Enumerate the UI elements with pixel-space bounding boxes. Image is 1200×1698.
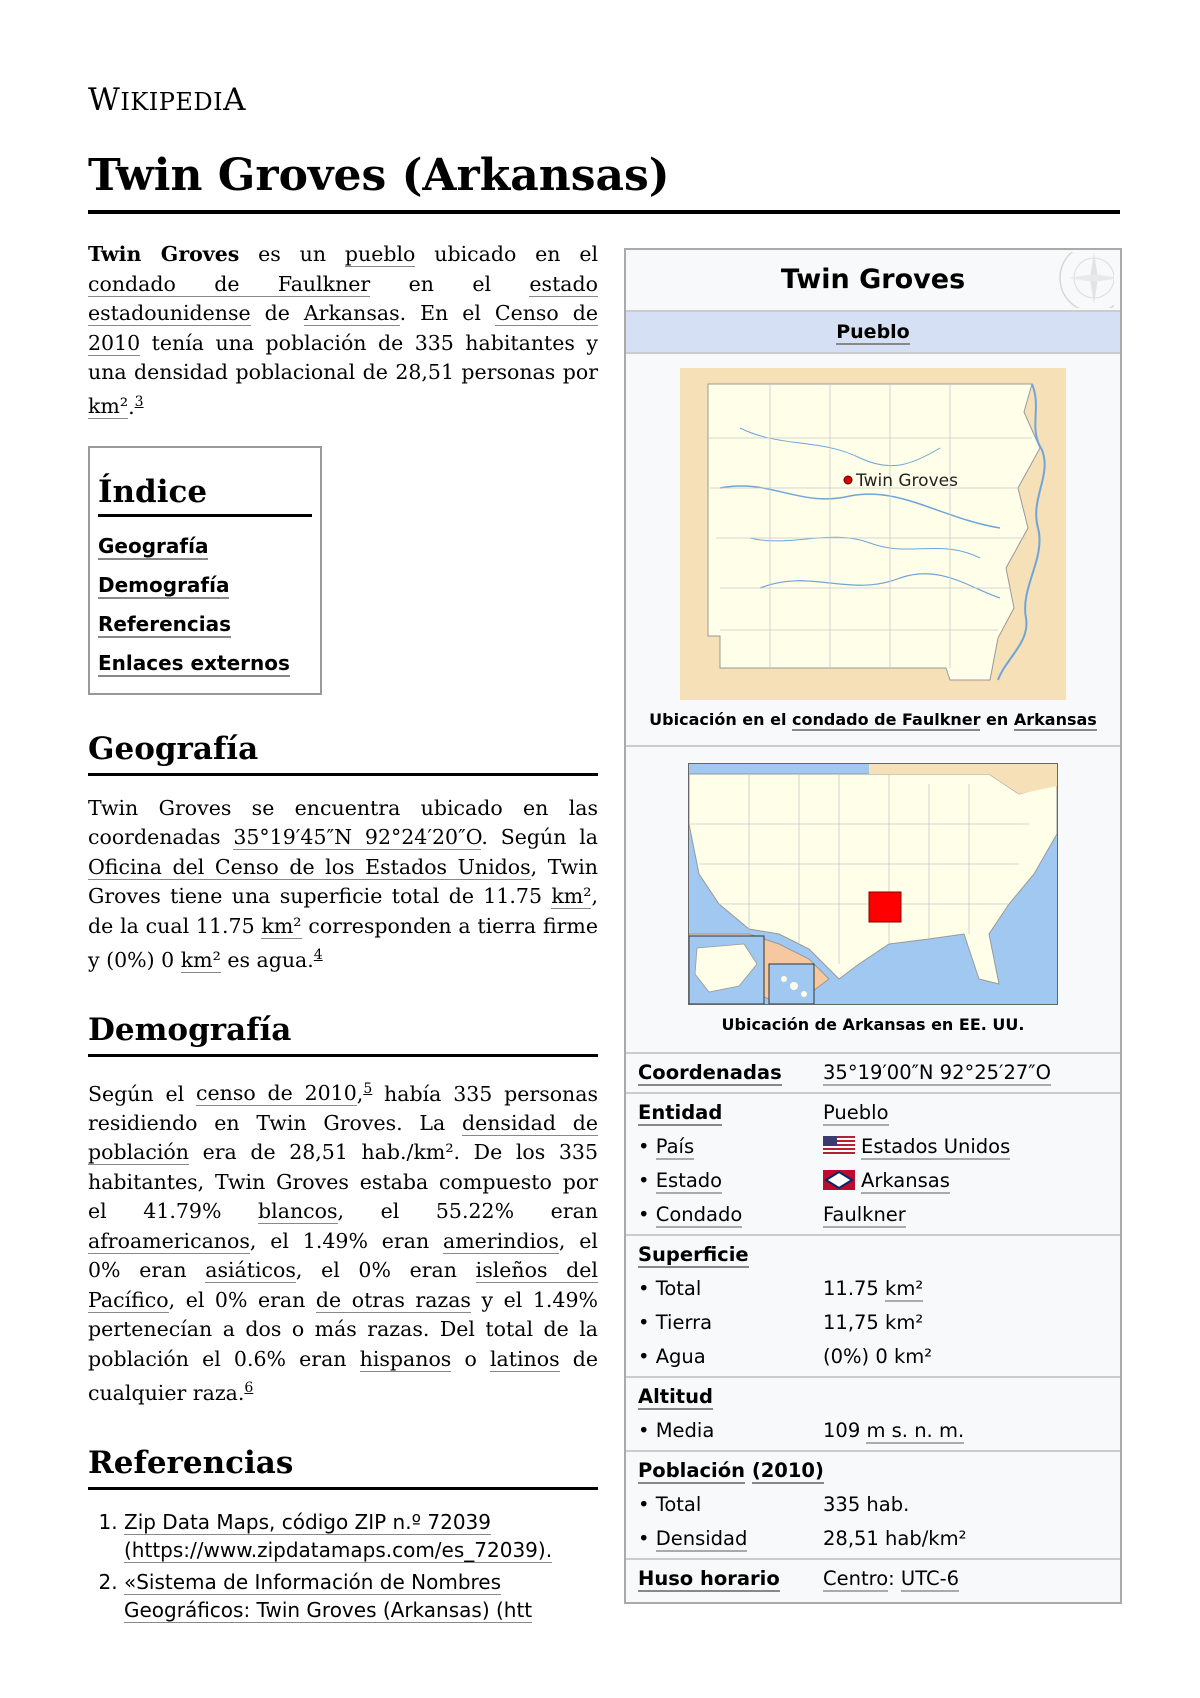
link-pueblo[interactable]: pueblo [344,242,416,266]
reference-5[interactable]: 5 [363,1080,373,1097]
link-coordinates[interactable]: 35°19′45″N 92°24′20″O [233,825,482,850]
reference-3[interactable]: 3 [134,393,144,410]
link-densidad[interactable]: densidad de población [88,1110,598,1165]
references-list [88,1508,598,1624]
link-oficina-censo[interactable]: Oficina del Censo de los Estados Unidos [88,854,531,879]
densidad-label[interactable]: Densidad [655,1527,748,1550]
demografia-paragraph: Según el censo de 2010,$^5$ había 335 personas residiendo en Twin Groves. La densidad de población era de 28,51 hab./km². De los 335 habitantes, Twin Groves estaba compuesto por el 41.79% blancos, el 55.22% eran afroamericanos, el 1.49% eran amerindios, el 0% eran asiáticos, el 0% eran isleños del Pacífico, el 0% eran de otras razas y el 1.49% pertenecían a dos o más razas. Del total de la población el 0.6% eran hispanos o latinos de cualquier raza.$^6$ [88,1080,599,1406]
link-arkansas[interactable]: Arkansas [303,301,400,325]
link-amerindios[interactable]: amerindios [443,1228,559,1253]
link-latinos[interactable]: latinos [489,1346,560,1371]
reference-item[interactable]: 1. Zip Data Maps, código ZIP n.º 72039 (https://www.zipdatamaps.com/es_72039). [124,1508,598,1564]
infobox-coordinates-row: Coordenadas 35°19′00″N 92°25′27″O [626,1052,1120,1092]
link-km2[interactable]: km² [180,948,221,973]
article-body [88,240,598,1628]
link-asiaticos[interactable]: asiáticos [205,1258,296,1283]
link-km2[interactable]: km² [885,1277,924,1300]
infobox-subtitle[interactable]: Pueblo [626,310,1120,354]
intro-paragraph: Twin Groves es un pueblo ubicado en el condado de Faulkner en el estado estadounidense de Arkansas. En el Censo de 2010 tenía una población de 335 habitantes y una densidad poblacional de 28,51 personas por km².$^3$ [88,242,599,419]
link-km2[interactable]: km² [261,913,302,938]
compass-icon [1024,252,1114,308]
link-arkansas[interactable]: Arkansas [1013,710,1097,729]
link-otras-razas[interactable]: de otras razas [315,1287,471,1312]
estado-value[interactable]: Arkansas [861,1169,950,1192]
infobox-poblacion-group: Población (2010) • Total 335 hab. • Densidad 28,51 hab/km² [626,1450,1120,1558]
link-km2[interactable]: km² [551,884,592,909]
link-km2[interactable]: km² [88,394,129,419]
usa-map-image [689,764,1057,1004]
pais-value[interactable]: Estados Unidos [861,1135,1011,1158]
infobox-superficie-group: Superficie • Total 11.75 km² • Tierra 11,75 km² • Agua (0%) 0 km² [626,1234,1120,1376]
link-censo-2010[interactable]: Censo de 2010 [88,301,599,355]
estado-label[interactable]: Estado [655,1169,723,1192]
link-estado[interactable]: estado [529,271,598,296]
link-msnm[interactable]: m s. n. m. [866,1419,965,1442]
reference-item[interactable]: 2. «Sistema de Información de Nombres Geográficos: Twin Groves (Arkansas) (htt [124,1568,598,1624]
link-islenos[interactable]: isleños del Pacífico [88,1258,598,1312]
link-afroamericanos[interactable]: afroamericanos [88,1228,250,1253]
table-of-contents [88,446,322,695]
utc-link[interactable]: UTC-6 [900,1567,960,1590]
arkansas-flag-icon [823,1170,855,1190]
toc-item-enlaces-externos[interactable]: Enlaces externos [98,650,290,675]
infobox-huso-group: Huso horario Centro: UTC-6 [626,1558,1120,1598]
infobox-altitud-group: Altitud • Media 109 m s. n. m. [626,1376,1120,1450]
map-marker-label: Twin Groves [856,471,958,491]
geografia-paragraph: Twin Groves se encuentra ubicado en las coordenadas 35°19′45″N 92°24′20″O. Según la Oficina del Censo de los Estados Unidos, Twin Groves tiene una superficie total de 11.75 km², de la cual 11.75 km² corresponden a tierra firme y (0%) 0 km² es agua.$^4$ [88,795,599,973]
link-hispanos[interactable]: hispanos [359,1346,452,1371]
pais-label[interactable]: País [655,1135,695,1158]
link-estadounidense[interactable]: estadounidense [88,301,251,325]
wikipedia-logo[interactable]: WIKIPEDIA [88,82,247,118]
link-condado-faulkner[interactable]: condado de Faulkner [88,271,371,296]
us-flag-icon [823,1136,855,1156]
section-heading-geografia: Geografía [88,731,598,776]
section-heading-demografia: Demografía [88,1012,598,1057]
coordinates-link[interactable]: 35°19′00″N 92°25′27″O [823,1061,1051,1084]
link-condado-faulkner[interactable]: condado de Faulkner [792,710,981,729]
infobox-title: Twin Groves [626,250,1120,310]
link-censo-2010[interactable]: censo de 2010 [196,1081,357,1106]
entidad-value[interactable]: Pueblo [823,1101,889,1124]
arkansas-map-image [680,368,1066,700]
infobox [624,248,1122,1604]
us-location-map[interactable] [688,763,1058,1005]
toc-heading: Índice [98,474,312,517]
faulkner-location-map[interactable] [680,368,1066,700]
toc-item-demografia[interactable]: Demografía [98,572,230,597]
section-heading-referencias: Referencias [88,1445,598,1490]
toc-item-geografia[interactable]: Geografía [98,533,209,558]
condado-label[interactable]: Condado [655,1203,743,1226]
link-blancos[interactable]: blancos [258,1199,338,1224]
map2-caption: Ubicación de Arkansas en EE. UU. [721,1015,1025,1034]
huso-link[interactable]: Centro [823,1567,889,1590]
page-title: Twin Groves (Arkansas) [88,148,1120,214]
condado-value[interactable]: Faulkner [823,1203,906,1226]
reference-6[interactable]: 6 [244,1380,254,1397]
infobox-entidad-group: Entidad Pueblo • País Estados Unidos • Estado Arkansas • Condado Faulkner [626,1092,1120,1234]
map1-caption: Ubicación en el condado de Faulkner en Arkansas [649,710,1097,729]
reference-4[interactable]: 4 [313,947,323,964]
toc-item-referencias[interactable]: Referencias [98,611,232,636]
